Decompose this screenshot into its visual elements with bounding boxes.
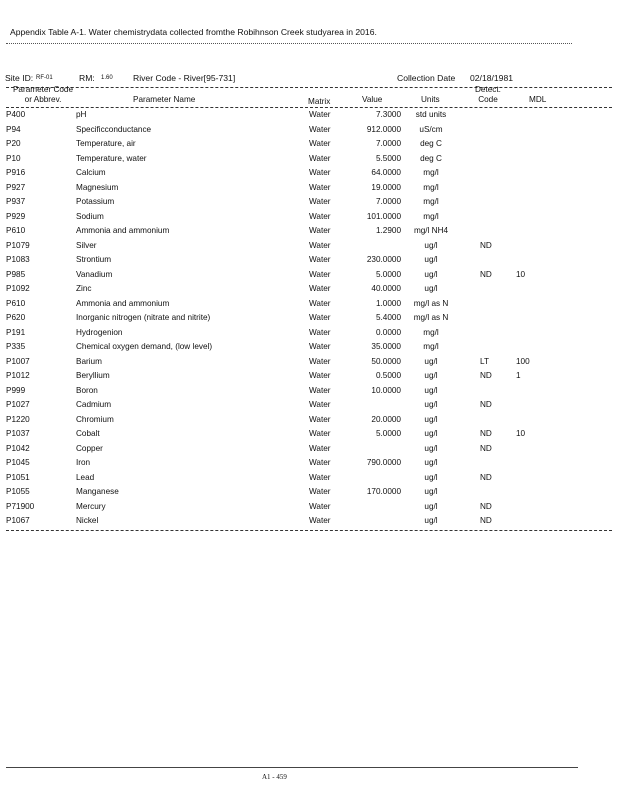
cell-matrix: Water: [309, 153, 331, 163]
cell-value: 5.0000: [375, 429, 401, 438]
cell-value: 20.0000: [371, 414, 401, 424]
table-row: [0, 241, 618, 256]
header-code: [8, 85, 78, 105]
header-detect-line1: Detect.: [475, 85, 501, 94]
cell-matrix: Water: [309, 356, 331, 366]
cell-units: ug/l: [424, 458, 438, 467]
title-divider: [6, 43, 572, 44]
cell-value: 912.0000: [366, 124, 401, 134]
cell-matrix: Water: [309, 269, 331, 279]
cell-parameter-name: Temperature, air: [76, 139, 136, 148]
cell-units: ug/l: [424, 371, 438, 380]
table-row: [0, 125, 618, 140]
cell-code: P610: [6, 298, 26, 308]
cell-units: mg/l: [423, 211, 439, 221]
cell-code: P94: [6, 124, 21, 134]
cell-units: mg/l NH4: [413, 226, 449, 235]
cell-matrix: Water: [309, 414, 331, 424]
cell-mdl: 10: [516, 269, 526, 279]
cell-code: P620: [6, 313, 26, 322]
collection-date-label: Collection Date: [397, 73, 456, 83]
cell-code: P1045: [6, 458, 30, 467]
cell-value: 35.0000: [371, 342, 401, 351]
header-detect: [470, 85, 506, 105]
cell-matrix: Water: [309, 342, 331, 351]
cell-units: mg/l as N: [413, 298, 449, 308]
cell-value: 0.0000: [375, 327, 401, 337]
cell-parameter-name: Calcium: [76, 168, 106, 177]
cell-parameter-name: Hydrogenion: [76, 327, 123, 337]
header-value: Value: [362, 95, 383, 104]
cell-value: 5.4000: [375, 313, 401, 322]
cell-code: P1042: [6, 443, 30, 453]
cell-units: ug/l: [424, 255, 438, 264]
table-row: [0, 110, 618, 125]
cell-value: 7.0000: [375, 139, 401, 148]
table-row: [0, 357, 618, 372]
cell-parameter-name: Potassium: [76, 197, 115, 206]
cell-detect-code: ND: [480, 371, 492, 380]
cell-units: mg/l: [423, 168, 439, 177]
cell-parameter-name: Cobalt: [76, 429, 100, 438]
table-title: Appendix Table A-1. Water chemistrydata collected fromthe Robihnson Creek studyarea in 2016.: [10, 27, 377, 37]
table-row: [0, 284, 618, 299]
cell-matrix: Water: [309, 313, 331, 322]
cell-code: P610: [6, 226, 26, 235]
cell-detect-code: ND: [480, 443, 492, 453]
header-units: Units: [421, 95, 440, 104]
cell-mdl: 1: [516, 371, 521, 380]
cell-parameter-name: Mercury: [76, 501, 106, 511]
cell-matrix: Water: [309, 472, 331, 482]
cell-value: 790.0000: [366, 458, 401, 467]
cell-value: 7.3000: [375, 110, 401, 119]
cell-units: mg/l: [423, 197, 439, 206]
table-row: [0, 226, 618, 241]
cell-code: P1092: [6, 284, 30, 293]
table-row: [0, 183, 618, 198]
header-name: Parameter Name: [133, 95, 196, 104]
cell-value: 7.0000: [375, 197, 401, 206]
cell-units: mg/l: [423, 342, 439, 351]
cell-parameter-name: Barium: [76, 356, 102, 366]
cell-value: 10.0000: [371, 385, 401, 395]
header-bottom-divider: [6, 107, 612, 108]
table-row: [0, 386, 618, 401]
cell-parameter-name: pH: [76, 110, 87, 119]
cell-units: ug/l: [424, 443, 438, 453]
cell-code: P1083: [6, 255, 30, 264]
cell-units: ug/l: [424, 472, 438, 482]
cell-code: P1220: [6, 414, 30, 424]
table-row: [0, 516, 618, 531]
cell-detect-code: ND: [480, 269, 492, 279]
footer-rule: [6, 767, 578, 768]
site-id-label: Site ID:: [5, 73, 34, 83]
header-code-line2: or Abbrev.: [24, 95, 62, 104]
cell-code: P1055: [6, 487, 30, 496]
cell-units: ug/l: [424, 356, 438, 366]
cell-code: P335: [6, 342, 26, 351]
table-row: [0, 342, 618, 357]
cell-units: ug/l: [424, 516, 438, 525]
cell-units: deg C: [420, 153, 442, 163]
cell-parameter-name: Vanadium: [76, 269, 113, 279]
cell-parameter-name: Temperature, water: [76, 153, 147, 163]
cell-matrix: Water: [309, 400, 331, 409]
cell-parameter-name: Silver: [76, 240, 97, 250]
cell-code: P1007: [6, 356, 30, 366]
cell-code: P927: [6, 182, 26, 192]
cell-detect-code: LT: [480, 356, 489, 366]
cell-matrix: Water: [309, 284, 331, 293]
cell-value: 5.5000: [375, 153, 401, 163]
cell-parameter-name: Ammonia and ammonium: [76, 298, 170, 308]
cell-code: P937: [6, 197, 26, 206]
cell-units: ug/l: [424, 284, 438, 293]
header-matrix: Matrix: [308, 97, 331, 106]
table-row: [0, 444, 618, 459]
cell-parameter-name: Sodium: [76, 211, 104, 221]
cell-units: mg/l: [423, 182, 439, 192]
header-top-divider: [6, 87, 612, 88]
table-row: [0, 415, 618, 430]
table-row: [0, 400, 618, 415]
rm-label: RM:: [79, 73, 95, 83]
site-id-value: RF-01: [36, 75, 53, 81]
table-row: [0, 154, 618, 169]
cell-units: ug/l: [424, 429, 438, 438]
cell-units: deg C: [420, 139, 442, 148]
cell-value: 170.0000: [366, 487, 401, 496]
cell-code: P1067: [6, 516, 30, 525]
cell-detect-code: ND: [480, 429, 492, 438]
cell-code: P71900: [6, 501, 35, 511]
cell-matrix: Water: [309, 429, 331, 438]
cell-parameter-name: Inorganic nitrogen (nitrate and nitrite): [76, 313, 211, 322]
cell-value: 5.0000: [375, 269, 401, 279]
cell-units: ug/l: [424, 269, 438, 279]
cell-parameter-name: Iron: [76, 458, 91, 467]
cell-matrix: Water: [309, 501, 331, 511]
cell-parameter-name: Strontium: [76, 255, 112, 264]
cell-units: mg/l as N: [413, 313, 449, 322]
cell-matrix: Water: [309, 443, 331, 453]
cell-parameter-name: Lead: [76, 472, 95, 482]
cell-matrix: Water: [309, 487, 331, 496]
cell-parameter-name: Chromium: [76, 414, 114, 424]
header-mdl: MDL: [529, 95, 547, 104]
rm-value: 1.60: [101, 75, 113, 81]
cell-matrix: Water: [309, 226, 331, 235]
cell-matrix: Water: [309, 298, 331, 308]
cell-matrix: Water: [309, 182, 331, 192]
cell-matrix: Water: [309, 255, 331, 264]
table-row: [0, 313, 618, 328]
cell-value: 40.0000: [371, 284, 401, 293]
page-number: A1 - 459: [262, 773, 287, 781]
cell-detect-code: ND: [480, 472, 492, 482]
collection-date-value: 02/18/1981: [470, 73, 514, 83]
table-row: [0, 299, 618, 314]
cell-parameter-name: Manganese: [76, 487, 119, 496]
cell-parameter-name: Cadmium: [76, 400, 112, 409]
cell-matrix: Water: [309, 211, 331, 221]
cell-detect-code: ND: [480, 501, 492, 511]
table-row: [0, 212, 618, 227]
cell-value: 19.0000: [371, 182, 401, 192]
cell-code: P20: [6, 139, 21, 148]
cell-matrix: Water: [309, 516, 331, 525]
cell-matrix: Water: [309, 327, 331, 337]
cell-matrix: Water: [309, 124, 331, 134]
cell-value: 230.0000: [366, 255, 401, 264]
cell-matrix: Water: [309, 197, 331, 206]
cell-units: ug/l: [424, 385, 438, 395]
cell-parameter-name: Nickel: [76, 516, 99, 525]
cell-code: P999: [6, 385, 26, 395]
cell-code: P1027: [6, 400, 30, 409]
cell-units: ug/l: [424, 501, 438, 511]
cell-parameter-name: Ammonia and ammonium: [76, 226, 170, 235]
table-row: [0, 458, 618, 473]
cell-matrix: Water: [309, 371, 331, 380]
cell-units: ug/l: [424, 240, 438, 250]
cell-code: P10: [6, 153, 21, 163]
cell-parameter-name: Zinc: [76, 284, 92, 293]
cell-code: P929: [6, 211, 26, 221]
cell-units: ug/l: [424, 487, 438, 496]
cell-parameter-name: Copper: [76, 443, 103, 453]
cell-units: mg/l: [423, 327, 439, 337]
cell-code: P400: [6, 110, 26, 119]
cell-code: P916: [6, 168, 26, 177]
table-row: [0, 328, 618, 343]
cell-matrix: Water: [309, 110, 331, 119]
cell-units: ug/l: [424, 400, 438, 409]
cell-parameter-name: Beryllium: [76, 371, 110, 380]
table-row: [0, 487, 618, 502]
table-row: [0, 270, 618, 285]
cell-code: P1079: [6, 240, 30, 250]
cell-parameter-name: Magnesium: [76, 182, 119, 192]
cell-parameter-name: Chemical oxygen demand, (low level): [76, 342, 213, 351]
header-detect-line2: Code: [478, 95, 498, 104]
table-row: [0, 139, 618, 154]
table-row: [0, 429, 618, 444]
table-row: [0, 197, 618, 212]
cell-parameter-name: Specificconductance: [76, 124, 152, 134]
cell-value: 1.2900: [375, 226, 401, 235]
table-row: [0, 371, 618, 386]
cell-code: P1012: [6, 371, 30, 380]
cell-value: 1.0000: [375, 298, 401, 308]
cell-value: 0.5000: [375, 371, 401, 380]
cell-mdl: 100: [516, 356, 530, 366]
table-row: [0, 473, 618, 488]
cell-detect-code: ND: [480, 516, 492, 525]
table-row: [0, 502, 618, 517]
cell-units: ug/l: [424, 414, 438, 424]
cell-code: P985: [6, 269, 26, 279]
cell-matrix: Water: [309, 385, 331, 395]
cell-detect-code: ND: [480, 240, 492, 250]
cell-code: P1037: [6, 429, 30, 438]
table-end-divider: [6, 530, 612, 531]
cell-value: 64.0000: [371, 168, 401, 177]
cell-parameter-name: Boron: [76, 385, 98, 395]
cell-code: P191: [6, 327, 26, 337]
cell-matrix: Water: [309, 139, 331, 148]
table-row: [0, 168, 618, 183]
cell-matrix: Water: [309, 240, 331, 250]
cell-matrix: Water: [309, 458, 331, 467]
cell-detect-code: ND: [480, 400, 492, 409]
cell-mdl: 10: [516, 429, 526, 438]
cell-units: uS/cm: [419, 124, 443, 134]
header-code-line1: Parameter Code: [12, 85, 74, 94]
cell-code: P1051: [6, 472, 30, 482]
cell-units: std units: [415, 110, 447, 119]
cell-matrix: Water: [309, 168, 331, 177]
river-code: River Code - River[95-731]: [133, 73, 236, 83]
table-row: [0, 255, 618, 270]
cell-value: 101.0000: [366, 211, 401, 221]
cell-value: 50.0000: [371, 356, 401, 366]
